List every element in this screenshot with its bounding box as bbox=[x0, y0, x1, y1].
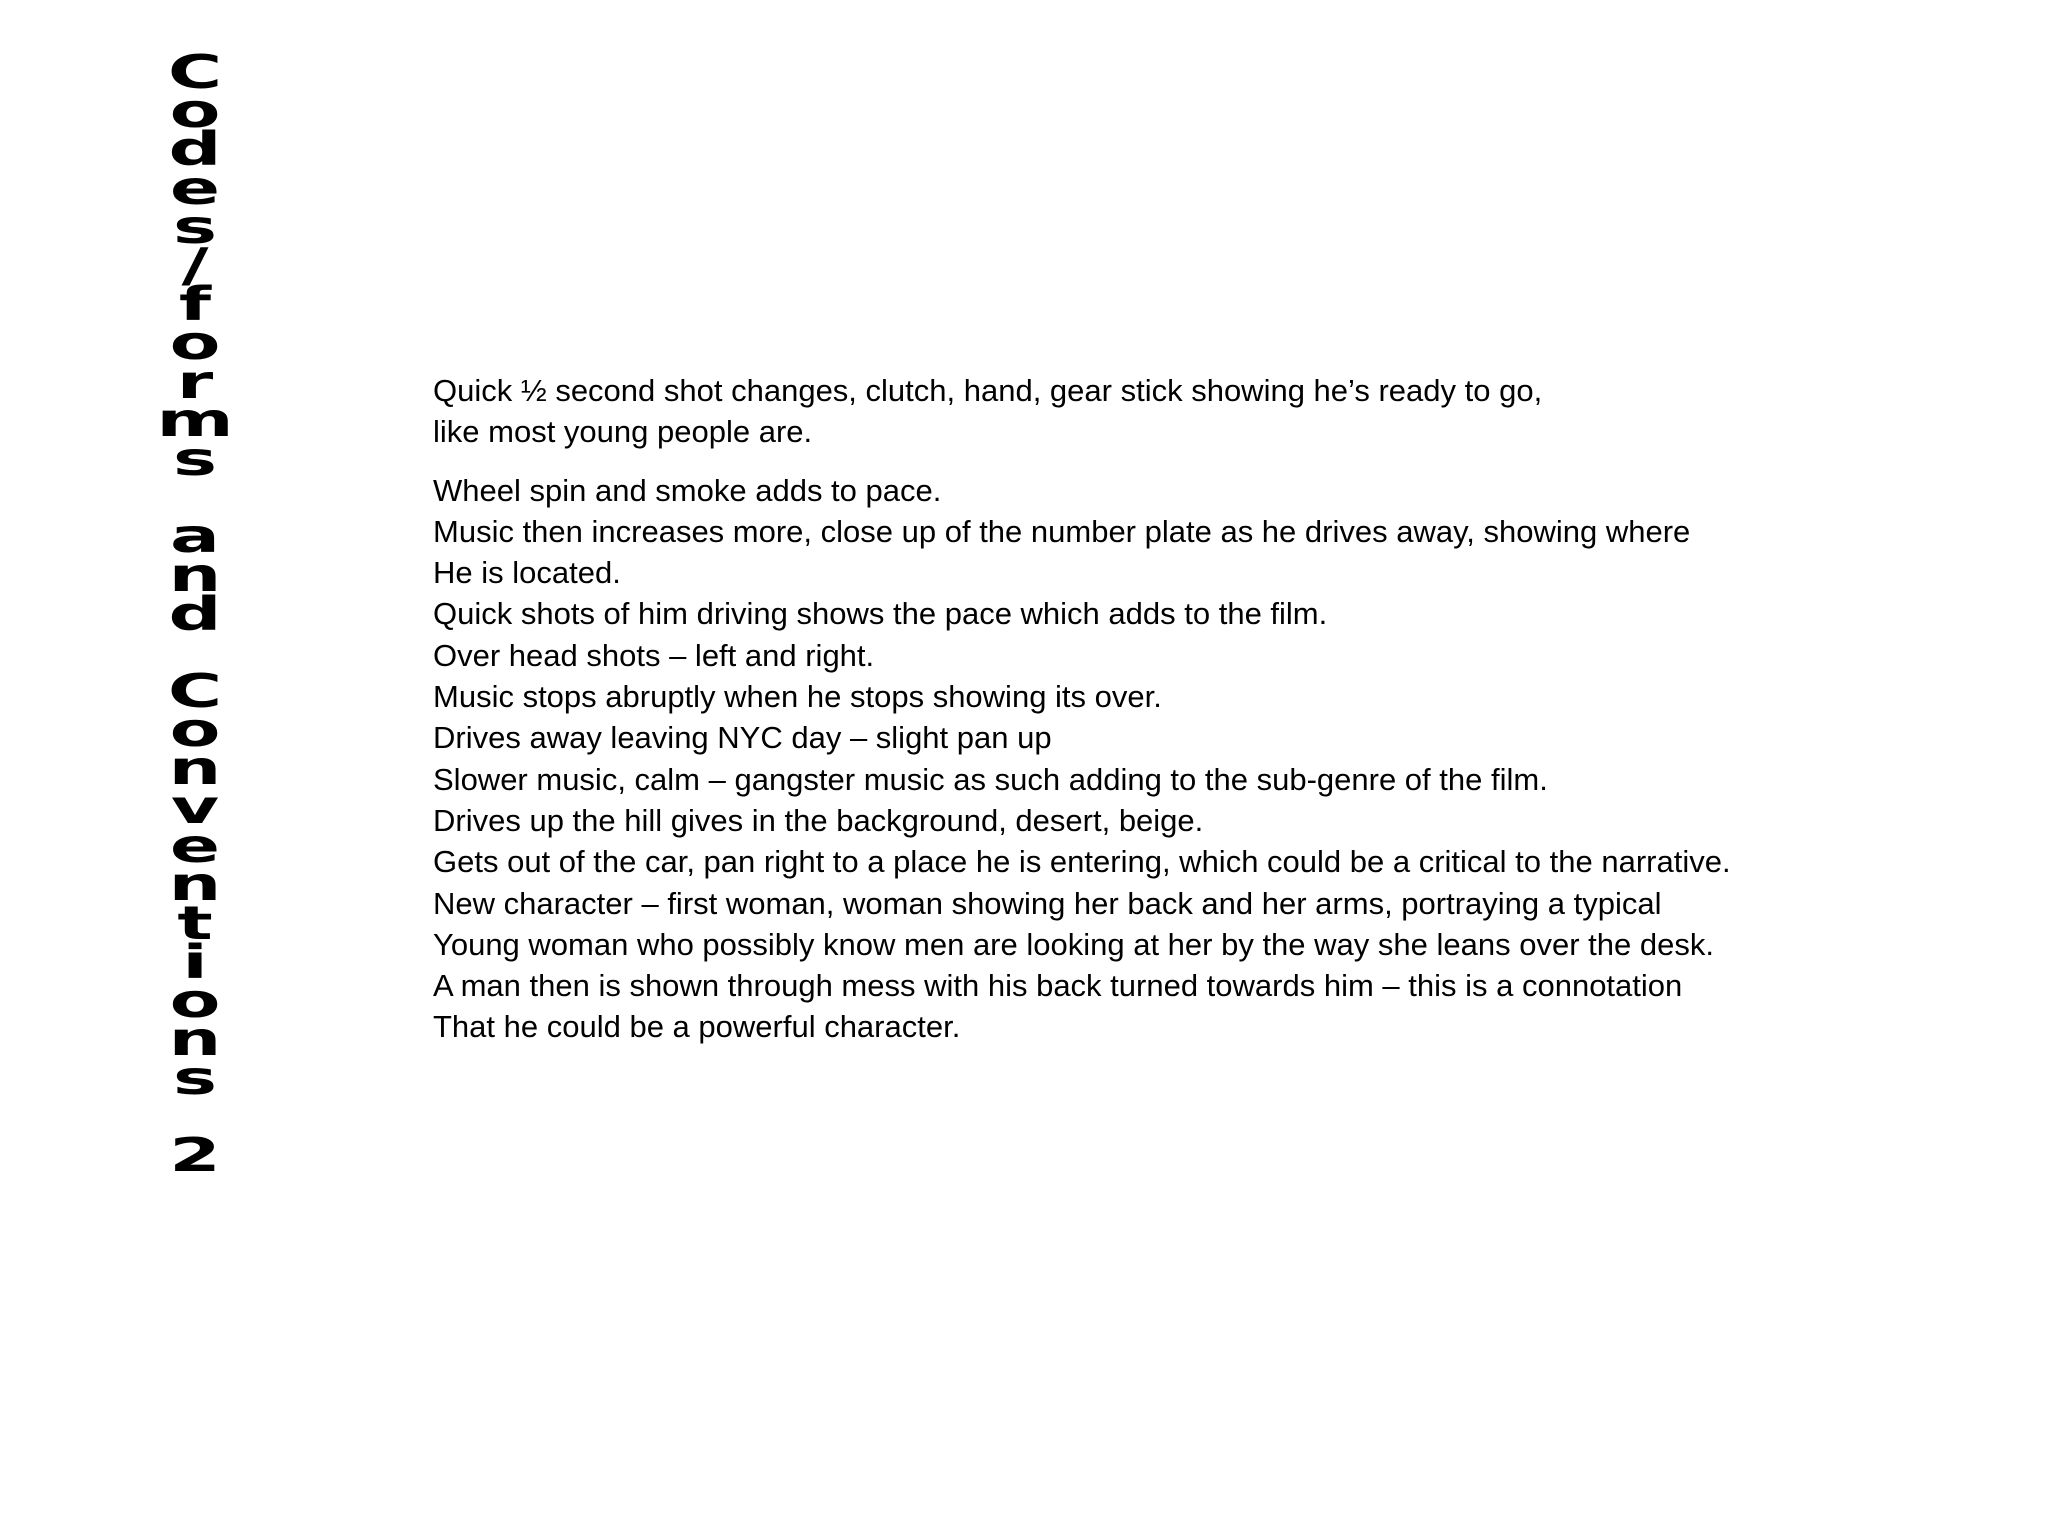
title-character: e bbox=[169, 161, 221, 216]
title-character: o bbox=[169, 974, 221, 1028]
title-character: o bbox=[169, 84, 221, 138]
title-character: C bbox=[167, 664, 223, 718]
title-character: i bbox=[182, 935, 208, 989]
title-character: o bbox=[169, 316, 221, 370]
title-character: n bbox=[168, 742, 222, 796]
title-character: t bbox=[177, 896, 213, 951]
title-character: s bbox=[172, 432, 218, 486]
body-line: Drives away leaving NYC day – slight pan up bbox=[433, 720, 1052, 756]
slide-title-vertical bbox=[140, 42, 250, 1183]
body-line: Young woman who possibly know men are looking at her by the way she leans over the desk. bbox=[433, 926, 1714, 962]
title-character: e bbox=[169, 819, 221, 873]
title-character: 2 bbox=[169, 1128, 221, 1183]
title-character: d bbox=[168, 587, 222, 641]
body-line: Over head shots – left and right. bbox=[433, 637, 875, 673]
body-line: Wheel spin and smoke adds to pace. bbox=[433, 472, 942, 508]
body-line: Drives up the hill gives in the background, desert, beige. bbox=[433, 802, 1204, 838]
body-line: Music stops abruptly when he stops showing its over. bbox=[433, 679, 1162, 715]
slide-body bbox=[433, 370, 1993, 1048]
paragraph-spacer bbox=[433, 453, 1993, 470]
title-character: n bbox=[168, 858, 222, 912]
body-line: New character – first woman, woman showing her back and her arms, portraying a typical bbox=[433, 885, 1662, 921]
body-line: like most young people are. bbox=[433, 414, 813, 450]
title-character: n bbox=[168, 1012, 222, 1067]
title-character: d bbox=[168, 123, 222, 177]
title-character: m bbox=[156, 393, 234, 448]
body-line: A man then is shown through mess with his back turned towards him – this is a connotation bbox=[433, 968, 1683, 1004]
title-character: v bbox=[170, 780, 220, 835]
title-character: s bbox=[172, 200, 218, 254]
title-character: n bbox=[168, 548, 222, 602]
body-line: That he could be a powerful character. bbox=[433, 1009, 961, 1045]
title-character: o bbox=[169, 703, 221, 757]
body-line: He is located. bbox=[433, 555, 621, 591]
body-line: Music then increases more, close up of the number plate as he drives away, showing where bbox=[433, 513, 1691, 549]
title-character: r bbox=[176, 355, 214, 409]
body-line: Quick ½ second shot changes, clutch, hand, gear stick showing he’s ready to go, bbox=[433, 373, 1543, 408]
title-character: s bbox=[172, 1051, 218, 1105]
title-character: / bbox=[181, 239, 209, 293]
body-line: Gets out of the car, pan right to a place he is entering, which could be a critical to the narrative. bbox=[433, 844, 1731, 880]
title-character: a bbox=[170, 509, 220, 564]
body-line: Slower music, calm – gangster music as such adding to the sub-genre of the film. bbox=[433, 761, 1548, 797]
title-character: f bbox=[178, 277, 212, 332]
title-character: C bbox=[167, 45, 223, 99]
body-line: Quick shots of him driving shows the pace which adds to the film. bbox=[433, 596, 1328, 632]
